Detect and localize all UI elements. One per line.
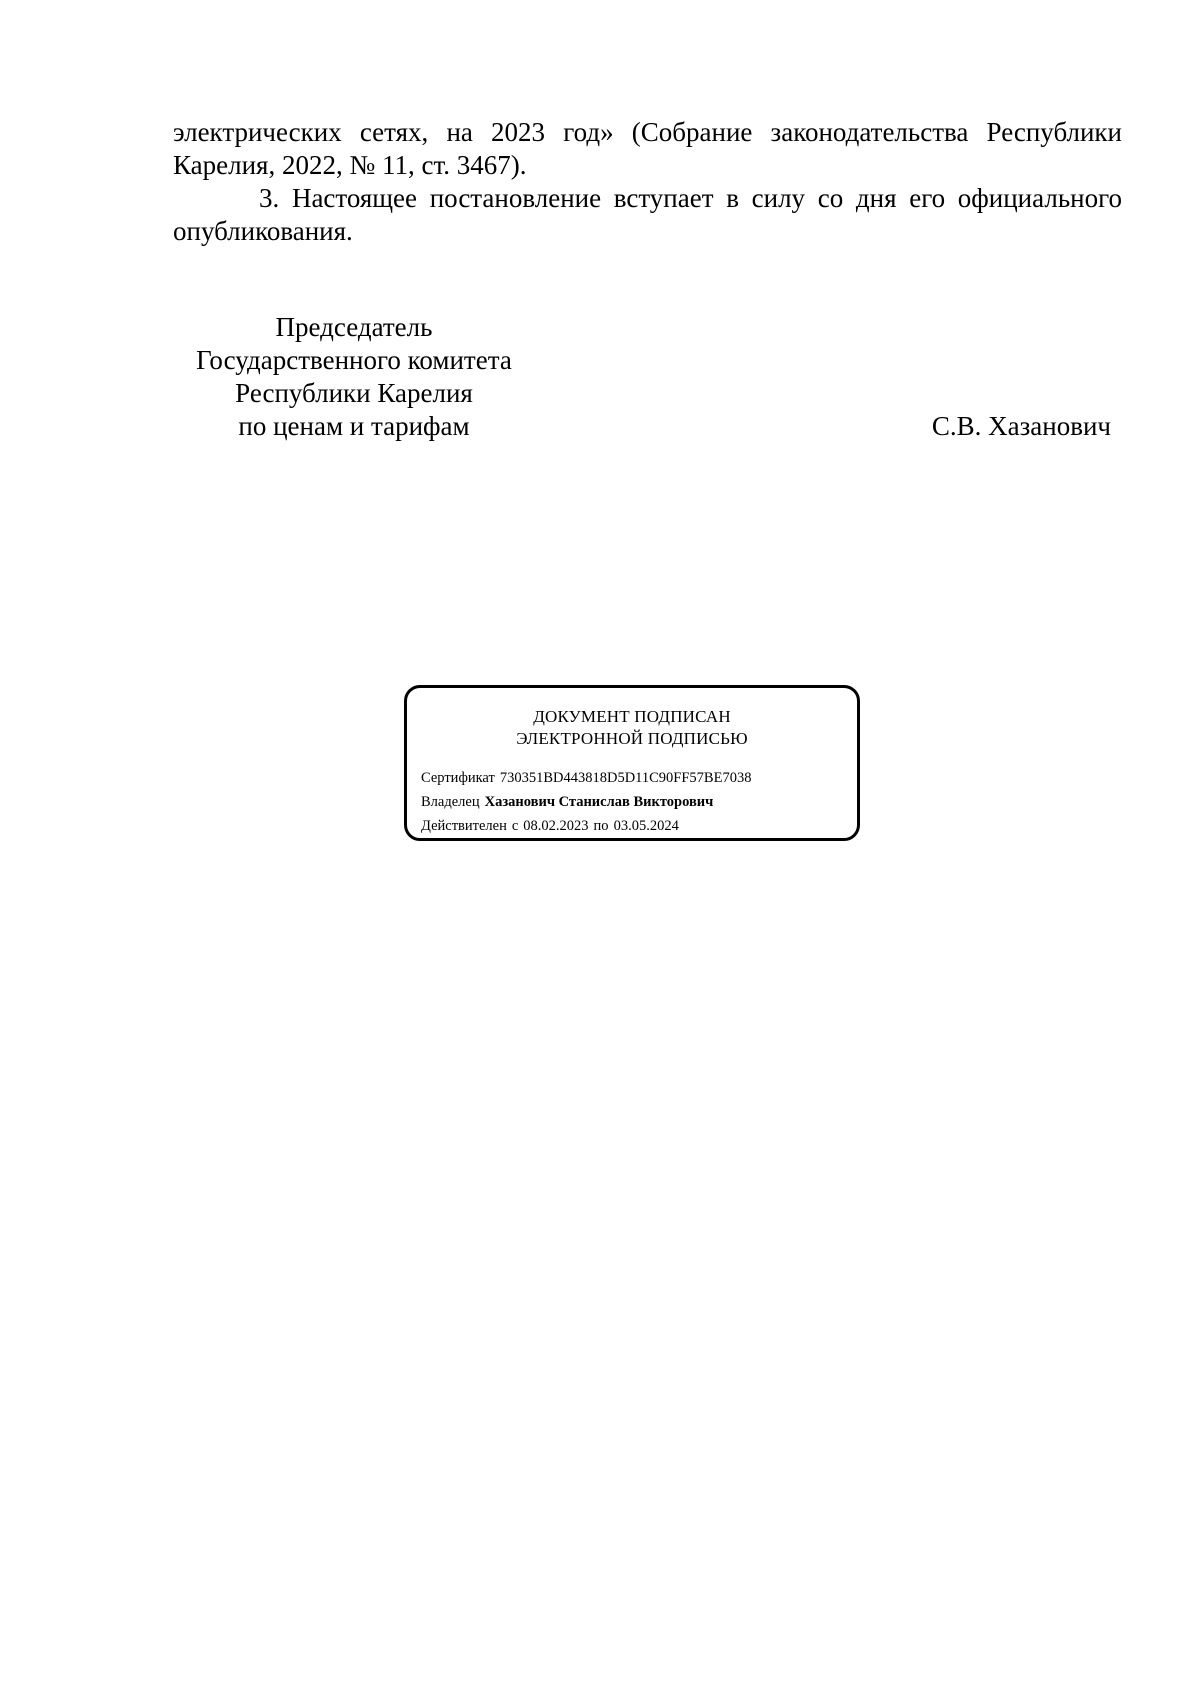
signatory-title-line: Государственного комитета <box>196 345 512 375</box>
valid-from-date: 08.02.2023 <box>523 818 589 834</box>
stamp-header-line: ДОКУМЕНТ ПОДПИСАН <box>533 707 731 726</box>
stamp-owner <box>421 790 751 814</box>
stamp-header-line: ЭЛЕКТРОННОЙ ПОДПИСЬЮ <box>516 729 748 748</box>
certificate-label: Сертификат <box>421 770 495 786</box>
stamp-certificate <box>421 766 751 790</box>
stamp-header <box>407 706 857 750</box>
owner-value: Хазанович Станислав Викторович <box>484 794 714 810</box>
valid-to-label: по <box>593 818 609 834</box>
stamp-details <box>421 766 751 838</box>
stamp-validity <box>421 814 751 838</box>
paragraph-continuation: электрических сетях, на 2023 год» (Собрание законодательства Республики Карелия, 2022, № 11, ст. 3467). <box>173 117 1122 180</box>
owner-label: Владелец <box>421 794 480 810</box>
signatory-name: С.В. Хазанович <box>931 411 1111 441</box>
valid-from-label: с <box>511 818 519 834</box>
valid-to-date: 03.05.2024 <box>613 818 679 834</box>
electronic-signature-stamp <box>404 685 860 841</box>
signatory-title <box>173 311 535 443</box>
signatory-title-line: Председатель <box>275 312 433 342</box>
signatory-title-line: по ценам и тарифам <box>238 411 470 441</box>
certificate-value: 730351BD443818D5D11C90FF57BE7038 <box>499 770 752 786</box>
valid-label: Действителен <box>421 818 507 834</box>
signatory-title-line: Республики Карелия <box>235 378 473 408</box>
document-body <box>173 116 1122 248</box>
paragraph-3: 3. Настоящее постановление вступает в силу со дня его официального опубликования. <box>173 183 1122 246</box>
